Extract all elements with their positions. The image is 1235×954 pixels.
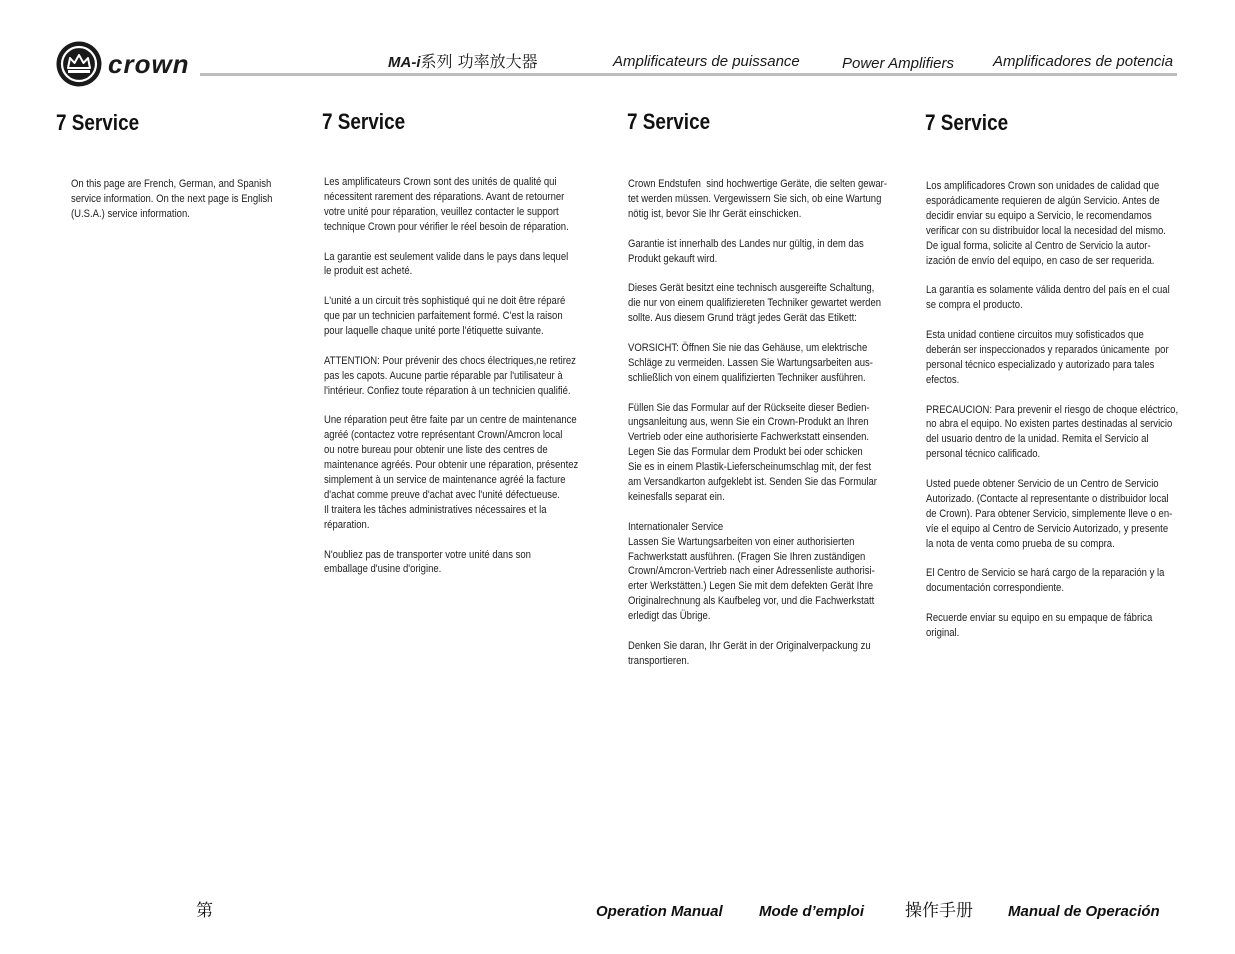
- paragraph: El Centro de Servicio se hará cargo de la reparación y la documentación correspondiente.: [926, 567, 1165, 595]
- header-model-title: [388, 53, 538, 72]
- paragraph: ATTENTION: Pour prévenir des chocs électriques,ne retirez pas les capots. Aucune partie réparable par l'utilisateur à l'intérieur. Confiez toute réparation à un technicien qualifié.: [324, 354, 576, 397]
- paragraph: La garantie est seulement valide dans le pays dans lequel le produit est acheté.: [324, 250, 569, 278]
- model-cjk: 系列 功率放大器: [420, 52, 538, 71]
- paragraph: Denken Sie daran, Ihr Gerät in der Originalverpackung zu transportieren.: [628, 640, 871, 667]
- footer-mode-emploi: Mode d’emploi: [759, 903, 864, 920]
- header-label-fr: Amplificateurs de puissance: [613, 53, 800, 70]
- section-title-fr: 7 Service: [322, 109, 406, 134]
- column-en: [71, 177, 272, 237]
- paragraph: Les amplificateurs Crown sont des unités de qualité qui nécessitent rarement des réparations. Avant de retourner votre unité pour réparation, veuillez contacter le support technique Crown pour vérifier le réel besoin de réparation.: [324, 176, 569, 233]
- paragraph: N'oubliez pas de transporter votre unité dans son emballage d'usine d'origine.: [324, 548, 531, 576]
- paragraph: Crown Endstufen sind hochwertige Geräte, die selten gewar- tet werden müssen. Vergewissern Sie sich, ob eine Wartung nötig ist, bevor Sie Ihr Gerät einschicken.: [628, 178, 888, 220]
- paragraph: PRECAUCION: Para prevenir el riesgo de choque eléctrico, no abra el equipo. No existen partes destinadas al servicio del usuario dentro de la unidad. Remita el Servicio al personal técnico calificado.: [926, 403, 1179, 461]
- section-title-es: 7 Service: [925, 110, 1009, 135]
- paragraph: On this page are French, German, and Spanish service information. On the next page is English (U.S.A.) service information.: [71, 178, 273, 220]
- brand-wordmark: crown: [108, 49, 190, 79]
- section-title-en: 7 Service: [56, 110, 140, 135]
- header-rule: [200, 73, 1177, 76]
- paragraph: L'unité a un circuit très sophistiqué qui ne doit être réparé que par un technicien parfaitement formé. C'est la raison pour laquelle chaque unité porte l'étiquette suivante.: [324, 295, 566, 338]
- footer-manual-cjk: 操作手册: [905, 901, 973, 921]
- footer-page-cjk: 第: [196, 901, 213, 921]
- header-label-en: Power Amplifiers: [842, 55, 954, 72]
- paragraph: La garantía es solamente válida dentro del país en el cual se compra el producto.: [926, 284, 1170, 312]
- footer-operation-manual: Operation Manual: [596, 903, 723, 920]
- column-es: [926, 179, 1178, 656]
- column-fr: [324, 175, 578, 592]
- paragraph: Recuerde enviar su equipo en su empaque de fábrica original.: [926, 612, 1153, 640]
- footer-manual-es: Manual de Operación: [1008, 903, 1160, 920]
- paragraph: Dieses Gerät besitzt eine technisch ausgereifte Schaltung, die nur von einem qualifiziereten Techniker gewartet werden sollte. Aus diesem Grund trägt jedes Gerät das Etikett:: [628, 282, 882, 325]
- paragraph: VORSICHT: Öffnen Sie nie das Gehäuse, um elektrische Schläge zu vermeiden. Lassen Sie Wartungsarbeiten aus- schließlich von einem qualifizierten Techniker ausführen.: [628, 341, 873, 384]
- header-label-es: Amplificadores de potencia: [993, 53, 1174, 70]
- paragraph: Füllen Sie das Formular auf der Rückseite dieser Bedien- ungsanleitung aus, wenn Sie ein Crown-Produkt an Ihren Vertrieb oder eine authorisierte Fachwerkstatt einsenden. Legen Sie das Formular dem Produkt bei oder schicken Sie es in einem Plastik-Lieferscheinumschlag mit, der fest am Versandkarton aufgeklebt ist. Senden Sie das Formular keinesfalls separat ein.: [628, 401, 877, 503]
- model-prefix: MA-i: [388, 54, 421, 71]
- paragraph: Internationaler Service Lassen Sie Wartungsarbeiten von einer authorisierten Fachwerkstatt ausführen. (Fragen Sie Ihren zuständigen Crown/Amcron-Vertrieb nach einer Adressenliste authorisi- erter Werkstätten.) Legen Sie mit dem defekten Gerät Ihre Originalrechnung als Kaufbeleg vor, und die Fachwerkstatt erledigt das Übrige.: [628, 520, 875, 623]
- crown-logo-icon: [55, 40, 103, 88]
- column-de: [628, 177, 887, 684]
- paragraph: Garantie ist innerhalb des Landes nur gültig, in dem das Produkt gekauft wird.: [628, 237, 864, 265]
- paragraph: Usted puede obtener Servicio de un Centro de Servicio Autorizado. (Contacte al representante o distribuidor local de Crown). Para obtener Servicio, simplemente lleve o en- víe el equipo al Centro de Servicio Autorizado, y presente la nota de venta como prueba de su compra.: [926, 478, 1173, 550]
- paragraph: Une réparation peut être faite par un centre de maintenance agréé (contactez votre représentant Crown/Amcron local ou notre bureau pour obtenir une liste des centres de maintenance agréés. Pour obtenir une réparation, présentez simplement à un service de maintenance agréé la facture d'achat comme preuve d'achat avec l'unité défectueuse. Il traitera les tâches administratives nécessaires et la réparation.: [324, 414, 579, 531]
- paragraph: Esta unidad contiene circuitos muy sofisticados que deberán ser inspeccionados y reparados únicamente por personal técnico especializado y autorizado para tales efectos.: [926, 329, 1169, 386]
- section-title-de: 7 Service: [627, 109, 711, 134]
- paragraph: Los amplificadores Crown son unidades de calidad que esporádicamente requieren de algún Servicio. Antes de decidir enviar su equipo a Servicio, le recomendamos verificar con su distribuidor local la necesidad del mismo. De igual forma, solicite al Centro de Servicio la autor- ización de envío del equipo, en caso de ser requerida.: [926, 180, 1166, 267]
